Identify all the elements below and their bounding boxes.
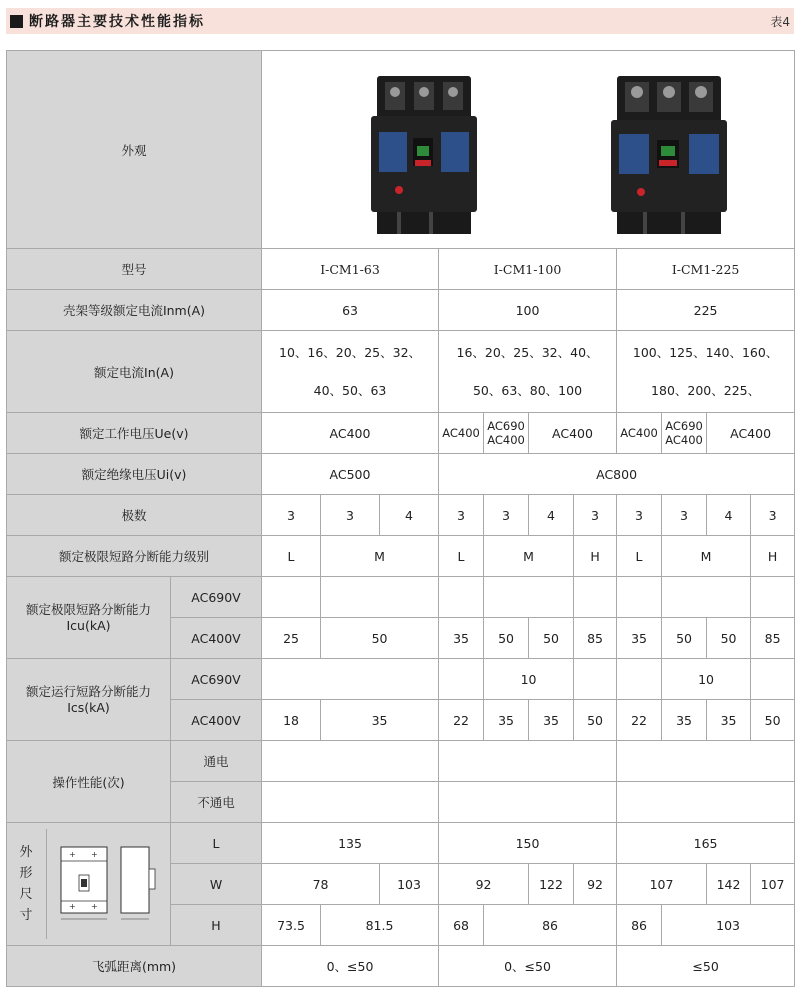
- dim-H-label: H: [171, 905, 262, 946]
- dim-H-cell: 68: [439, 905, 484, 946]
- poles-cell: 4: [529, 495, 574, 536]
- rated-current-100-line2: 50、63、80、100: [472, 382, 583, 398]
- ics-ac690-cell: [574, 659, 617, 700]
- dimensions-label-text: [14, 842, 38, 926]
- rated-current-100: [439, 331, 617, 413]
- rated-current-225-line2: 180、200、225、: [651, 382, 761, 398]
- grade-cell: M: [662, 536, 751, 577]
- poles-cell: 3: [262, 495, 321, 536]
- icu-ac400-cell: 25: [262, 618, 321, 659]
- ics-ac400-cell: 35: [662, 700, 707, 741]
- grade-cell: H: [574, 536, 617, 577]
- ics-ac400-cell: 18: [262, 700, 321, 741]
- icu-label-line2: Icu(kA): [66, 617, 111, 633]
- rated-voltage-100-b-bottom: AC400: [487, 433, 525, 447]
- rated-current-225: [617, 331, 795, 413]
- rated-current-63: [262, 331, 439, 413]
- operation-off-cell: [617, 782, 795, 823]
- dimension-drawing-icon: [55, 839, 163, 929]
- icu-ac400-label: AC400V: [171, 618, 262, 659]
- section-title: 断路器主要技术性能指标: [29, 14, 205, 30]
- ics-ac690-cell: [439, 659, 484, 700]
- ics-ac690-cell: 10: [484, 659, 574, 700]
- operation-on-label: 通电: [171, 741, 262, 782]
- poles-cell: 4: [707, 495, 751, 536]
- icu-ac690-cell: [484, 577, 574, 618]
- poles-cell: 3: [321, 495, 380, 536]
- arc-distance-label: 飞弧距离(mm): [7, 946, 262, 987]
- ics-ac690-cell: [262, 659, 439, 700]
- rated-voltage-100-b: [484, 413, 529, 454]
- svg-text:+: +: [69, 902, 76, 911]
- icu-ac690-cell: [574, 577, 617, 618]
- poles-cell: 3: [439, 495, 484, 536]
- ics-ac400-cell: 35: [529, 700, 574, 741]
- dim-W-cell: 103: [380, 864, 439, 905]
- ics-ac400-cell: 35: [707, 700, 751, 741]
- breaker-63-image: [369, 76, 479, 236]
- icu-ac400-cell: 85: [751, 618, 795, 659]
- dim-H-cell: 81.5: [321, 905, 439, 946]
- frame-current-63: 63: [262, 290, 439, 331]
- dim-W-label: W: [171, 864, 262, 905]
- rated-voltage-225-c: AC400: [707, 413, 795, 454]
- rated-voltage-225-b: [662, 413, 707, 454]
- dim-H-cell: 86: [617, 905, 662, 946]
- rated-current-63-line2: 40、50、63: [313, 382, 387, 398]
- ics-ac400-cell: 22: [439, 700, 484, 741]
- ics-ac690-cell: [751, 659, 795, 700]
- dim-W-cell: 92: [439, 864, 529, 905]
- insulation-voltage-label: 额定绝缘电压Ui(v): [7, 454, 262, 495]
- insulation-voltage-63: AC500: [262, 454, 439, 495]
- icu-ac690-cell: [321, 577, 439, 618]
- arc-distance-100: 0、≤50: [439, 946, 617, 987]
- poles-cell: 3: [484, 495, 529, 536]
- poles-cell: 3: [574, 495, 617, 536]
- rated-voltage-225-b-top: AC690: [665, 419, 703, 433]
- ics-ac690-label: AC690V: [171, 659, 262, 700]
- icu-ac400-cell: 35: [617, 618, 662, 659]
- ics-ac400-cell: 22: [617, 700, 662, 741]
- icu-ac690-cell: [662, 577, 751, 618]
- icu-ac400-cell: 50: [707, 618, 751, 659]
- dimensions-divider: [46, 829, 47, 939]
- rated-voltage-100-c: AC400: [529, 413, 617, 454]
- icu-ac690-label: AC690V: [171, 577, 262, 618]
- section-header: [6, 8, 794, 34]
- rated-voltage-100-a: AC400: [439, 413, 484, 454]
- rated-voltage-225-b-bottom: AC400: [665, 433, 703, 447]
- appearance-images: [262, 51, 795, 249]
- rated-current-225-line1: 100、125、140、160、: [632, 344, 779, 360]
- frame-current-100: 100: [439, 290, 617, 331]
- icu-ac400-cell: 85: [574, 618, 617, 659]
- ics-label-line2: Ics(kA): [67, 699, 110, 715]
- icu-label-line1: 额定极限短路分断能力: [25, 601, 151, 617]
- grade-cell: L: [617, 536, 662, 577]
- dim-char: 尺: [19, 887, 33, 902]
- dim-char: 外: [19, 845, 33, 860]
- svg-text:+: +: [91, 850, 98, 859]
- icu-ac400-cell: 50: [529, 618, 574, 659]
- rated-current-100-line1: 16、20、25、32、40、: [456, 344, 599, 360]
- ics-ac690-cell: [617, 659, 662, 700]
- appearance-label: 外观: [7, 51, 262, 249]
- operation-off-label: 不通电: [171, 782, 262, 823]
- grade-cell: H: [751, 536, 795, 577]
- dim-char: 形: [19, 866, 33, 881]
- poles-cell: 3: [617, 495, 662, 536]
- model-label: 型号: [7, 249, 262, 290]
- square-bullet-icon: [10, 15, 23, 28]
- operation-label: 操作性能(次): [7, 741, 171, 823]
- arc-distance-63: 0、≤50: [262, 946, 439, 987]
- operation-off-cell: [262, 782, 439, 823]
- poles-cell: 3: [751, 495, 795, 536]
- ics-ac400-cell: 50: [574, 700, 617, 741]
- grade-cell: L: [439, 536, 484, 577]
- grade-cell: M: [321, 536, 439, 577]
- ics-label: [7, 659, 171, 741]
- insulation-voltage-100-225: AC800: [439, 454, 795, 495]
- icu-ac400-cell: 50: [321, 618, 439, 659]
- grade-cell: L: [262, 536, 321, 577]
- ics-ac400-cell: 35: [484, 700, 529, 741]
- dim-W-cell: 142: [707, 864, 751, 905]
- svg-text:+: +: [91, 902, 98, 911]
- table-number: 表4: [770, 14, 790, 29]
- svg-text:+: +: [69, 850, 76, 859]
- rated-voltage-63: AC400: [262, 413, 439, 454]
- dim-L-label: L: [171, 823, 262, 864]
- poles-label: 极数: [7, 495, 262, 536]
- poles-cell: 4: [380, 495, 439, 536]
- dim-char: 寸: [19, 908, 33, 923]
- arc-distance-225: ≤50: [617, 946, 795, 987]
- dim-W-cell: 92: [574, 864, 617, 905]
- rated-current-label: 额定电流In(A): [7, 331, 262, 413]
- icu-ac400-cell: 50: [662, 618, 707, 659]
- dim-W-cell: 107: [751, 864, 795, 905]
- rated-voltage-225-a: AC400: [617, 413, 662, 454]
- ics-ac400-cell: 35: [321, 700, 439, 741]
- dim-W-cell: 78: [262, 864, 380, 905]
- dim-H-cell: 103: [662, 905, 795, 946]
- rated-voltage-100-b-top: AC690: [487, 419, 525, 433]
- icu-ac400-cell: 35: [439, 618, 484, 659]
- poles-cell: 3: [662, 495, 707, 536]
- dim-L-63: 135: [262, 823, 439, 864]
- icu-ac400-cell: 50: [484, 618, 529, 659]
- model-63: I-CM1-63: [262, 249, 439, 290]
- model-225: I-CM1-225: [617, 249, 795, 290]
- operation-on-cell: [439, 741, 617, 782]
- dim-H-cell: 86: [484, 905, 617, 946]
- ics-ac400-cell: 50: [751, 700, 795, 741]
- breaker-225-image: [609, 76, 729, 236]
- icu-ac690-cell: [751, 577, 795, 618]
- dim-L-225: 165: [617, 823, 795, 864]
- icu-ac690-cell: [262, 577, 321, 618]
- breaking-grade-label: 额定极限短路分断能力级别: [7, 536, 262, 577]
- dim-W-cell: 122: [529, 864, 574, 905]
- operation-on-cell: [617, 741, 795, 782]
- spec-table: [6, 50, 795, 987]
- operation-off-cell: [439, 782, 617, 823]
- model-100: I-CM1-100: [439, 249, 617, 290]
- icu-label: [7, 577, 171, 659]
- dimensions-label: [7, 823, 171, 946]
- ics-ac400-label: AC400V: [171, 700, 262, 741]
- ics-ac690-cell: 10: [662, 659, 751, 700]
- icu-ac690-cell: [617, 577, 662, 618]
- dim-H-cell: 73.5: [262, 905, 321, 946]
- dim-L-100: 150: [439, 823, 617, 864]
- rated-voltage-label: 额定工作电压Ue(v): [7, 413, 262, 454]
- operation-on-cell: [262, 741, 439, 782]
- frame-current-label: 壳架等级额定电流Inm(A): [7, 290, 262, 331]
- grade-cell: M: [484, 536, 574, 577]
- ics-label-line1: 额定运行短路分断能力: [25, 683, 151, 699]
- icu-ac690-cell: [439, 577, 484, 618]
- frame-current-225: 225: [617, 290, 795, 331]
- dim-W-cell: 107: [617, 864, 707, 905]
- rated-current-63-line1: 10、16、20、25、32、: [279, 344, 422, 360]
